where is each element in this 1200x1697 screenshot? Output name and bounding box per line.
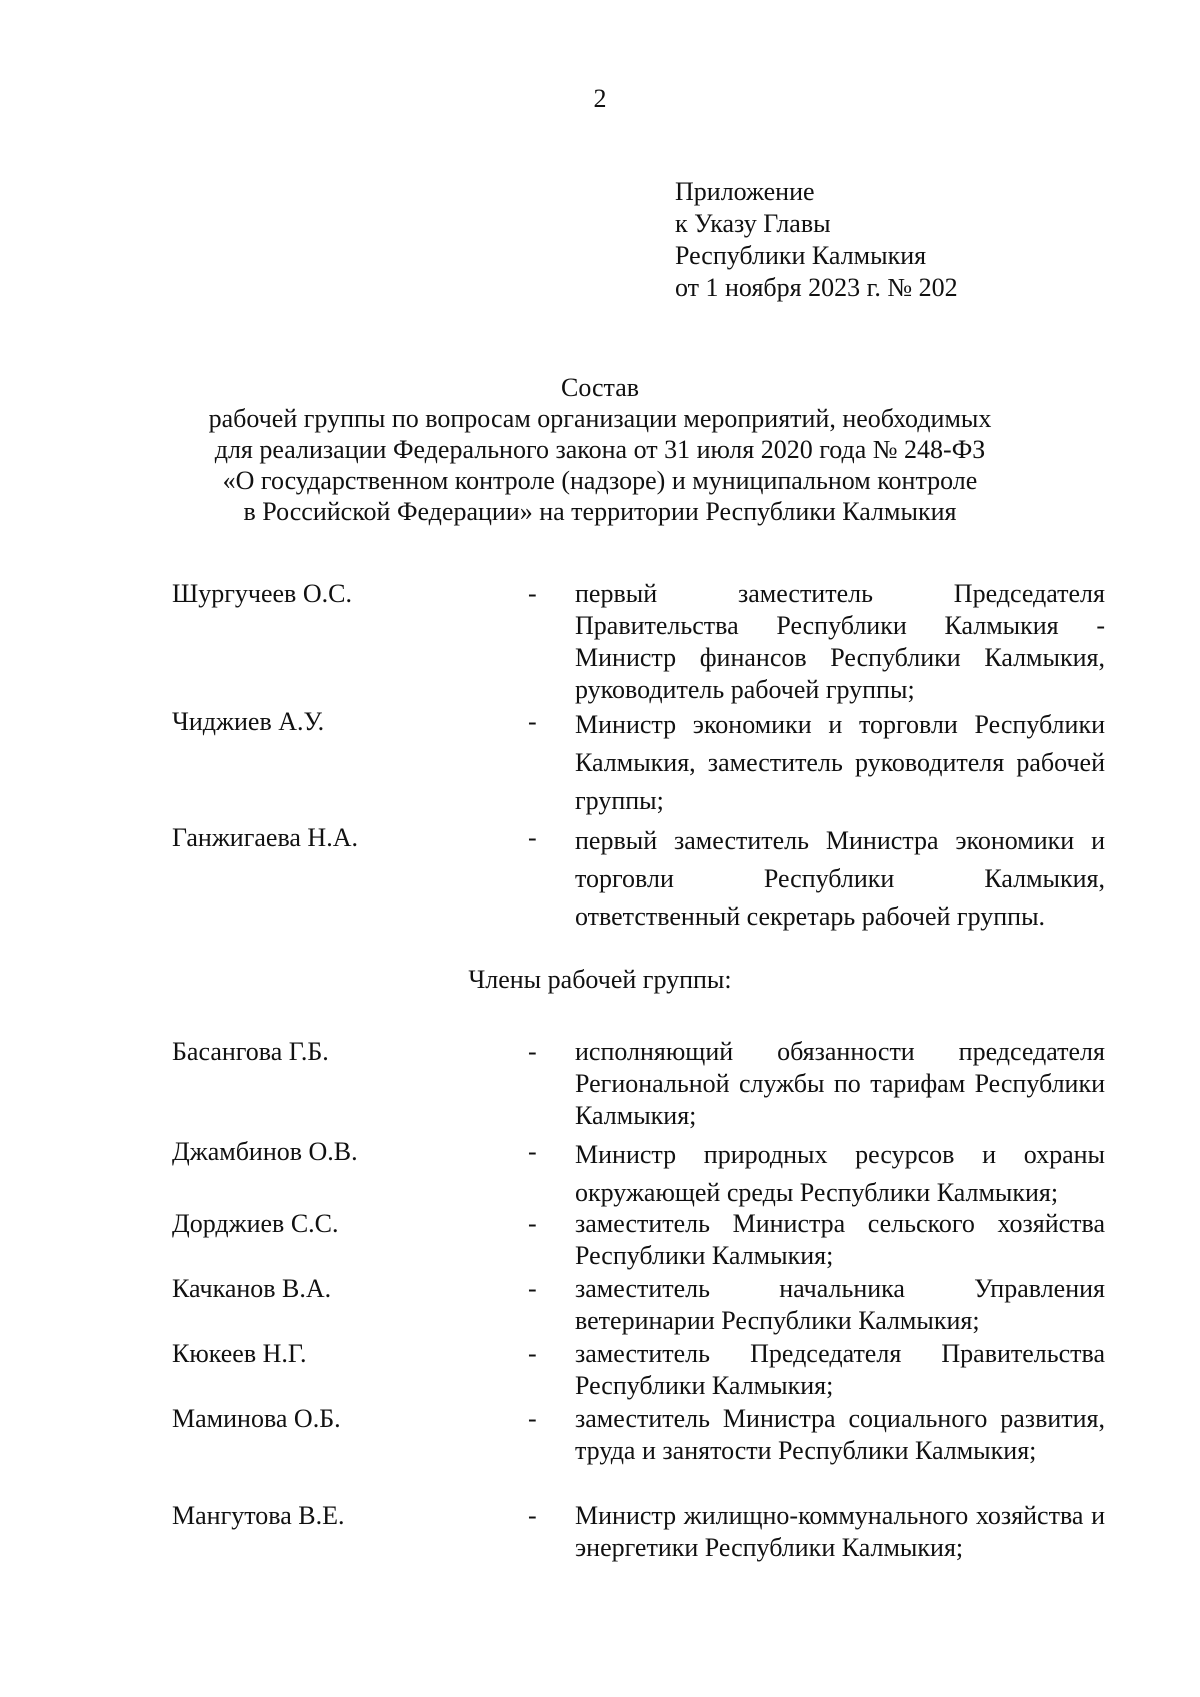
member-name: Маминова О.Б. xyxy=(172,1404,341,1433)
title-line: для реализации Федерального закона от 31 июля 2020 года № 248-ФЗ xyxy=(214,435,986,464)
separator-dash: - xyxy=(528,1339,537,1368)
separator-dash: - xyxy=(528,1501,537,1530)
separator-dash: - xyxy=(528,823,537,852)
member-role: Министр экономики и торговли Республики Калмыкия, заместитель руководителя рабочей группы; xyxy=(575,710,1105,815)
separator-dash: - xyxy=(528,1404,537,1433)
member-role: заместитель Министра социального развития, труда и занятости Республики Калмыкия; xyxy=(575,1404,1105,1465)
page-number: 2 xyxy=(593,84,607,113)
separator-dash: - xyxy=(528,1137,537,1166)
member-name: Дорджиев С.С. xyxy=(172,1209,339,1238)
appendix-block xyxy=(675,176,958,304)
document-title xyxy=(150,372,1050,527)
separator-dash: - xyxy=(528,1037,537,1066)
member-name: Ганжигаева Н.А. xyxy=(172,823,358,852)
separator-dash: - xyxy=(528,1274,537,1303)
title-line: «О государственном контроле (надзоре) и муниципальном контроле xyxy=(222,466,978,495)
member-name: Джамбинов О.В. xyxy=(172,1137,358,1166)
member-role: исполняющий обязанности председателя Региональной службы по тарифам Республики Калмыкия; xyxy=(575,1037,1105,1130)
separator-dash: - xyxy=(528,707,537,736)
title-line: в Российской Федерации» на территории Республики Калмыкия xyxy=(243,497,957,526)
member-role: заместитель начальника Управления ветеринарии Республики Калмыкия; xyxy=(575,1274,1105,1335)
member-name: Басангова Г.Б. xyxy=(172,1037,329,1066)
appendix-line: Республики Калмыкия xyxy=(675,241,927,270)
member-name: Чиджиев А.У. xyxy=(172,707,325,736)
member-role: первый заместитель Министра экономики и торговли Республики Калмыкия, ответственный секретарь рабочей группы. xyxy=(575,826,1105,931)
member-name: Шургучеев О.С. xyxy=(172,579,352,608)
title-line: рабочей группы по вопросам организации мероприятий, необходимых xyxy=(208,404,992,433)
members-heading: Члены рабочей группы: xyxy=(468,965,732,994)
member-name: Качканов В.А. xyxy=(172,1274,332,1303)
member-name: Кюкеев Н.Г. xyxy=(172,1339,307,1368)
appendix-line: к Указу Главы xyxy=(675,209,831,238)
member-role: заместитель Министра сельского хозяйства Республики Калмыкия; xyxy=(575,1209,1105,1270)
member-name: Мангутова В.Е. xyxy=(172,1501,345,1530)
separator-dash: - xyxy=(528,579,537,608)
title-line: Состав xyxy=(560,373,640,402)
member-role: Министр жилищно-коммунального хозяйства и энергетики Республики Калмыкия; xyxy=(575,1501,1105,1562)
appendix-line: от 1 ноября 2023 г. № 202 xyxy=(675,273,958,302)
member-role: Министр природных ресурсов и охраны окружающей среды Республики Калмыкия; xyxy=(575,1140,1105,1207)
member-role: заместитель Председателя Правительства Республики Калмыкия; xyxy=(575,1339,1105,1400)
separator-dash: - xyxy=(528,1209,537,1238)
member-role: первый заместитель Председателя Правительства Республики Калмыкия - Министр финансов Республики Калмыкия, руководитель рабочей группы; xyxy=(575,579,1105,704)
appendix-line: Приложение xyxy=(675,177,815,206)
